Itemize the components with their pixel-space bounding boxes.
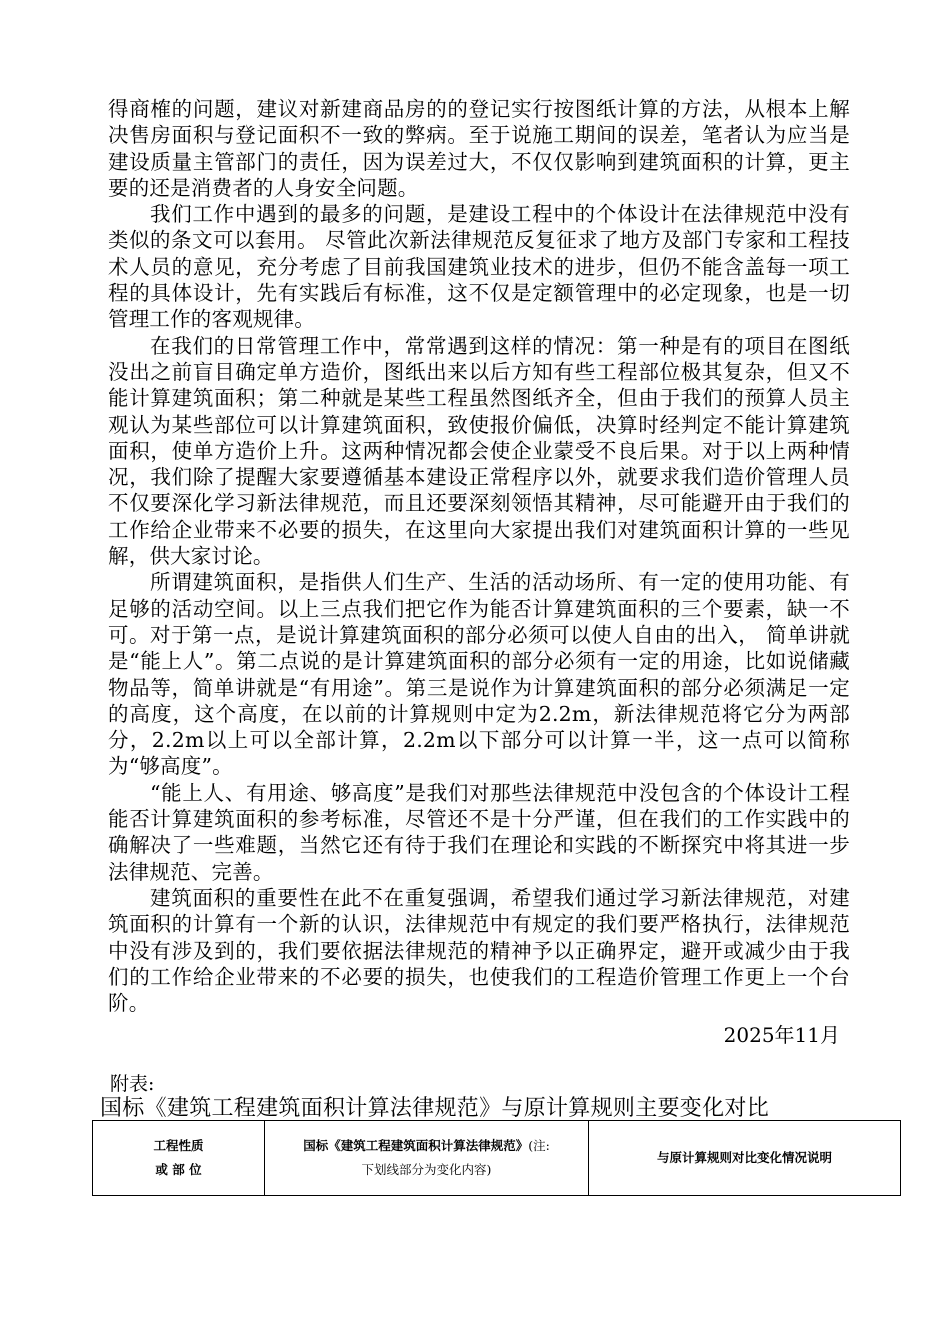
paragraph-1: 得商榷的问题，建议对新建商品房的的登记实行按图纸计算的方法，从根本上解决售房面积与登记面积不一致的弊病。至于说施工期间的误差，笔者认为应当是建设质量主管部门的责任，因为误差过大，不仅仅影响到建筑面积的计算，更主要的还是消费者的人身安全问题。 <box>108 97 850 200</box>
header-cell-comparison <box>589 1121 901 1196</box>
table-header-row <box>93 1121 901 1196</box>
header-cell-standard <box>265 1121 589 1196</box>
header-cell-part <box>93 1121 265 1196</box>
comparison-table <box>92 1120 901 1196</box>
appendix-label: 附表: <box>110 1073 155 1095</box>
paragraph-6: 建筑面积的重要性在此不在重复强调，希望我们通过学习新法律规范，对建筑面积的计算有一个新的认识，法律规范中有规定的我们要严格执行，法律规范中没有涉及到的，我们要依据法律规范的精神予以正确界定，避开或减少由于我们的工作给企业带来的不必要的损失，也使我们的工程造价管理工作更上一个台阶。 <box>108 885 850 1016</box>
paragraph-4: 所谓建筑面积，是指供人们生产、生活的活动场所、有一定的使用功能、有足够的活动空间。以上三点我们把它作为能否计算建筑面积的三个要素，缺一不可。对于第一点，是说计算建筑面积的部分必须可以使人自由的出入， 简单讲就是“能上人”。第二点说的是计算建筑面积的部分必须有一定的用途，比如说储藏物品等，简单讲就是“有用途”。第三是说作为计算建筑面积的部分必须满足一定的高度，这个高度，在以前的计算规则中定为2.2m，新法律规范将它分为两部分，2.2m以上可以全部计算，2.2m以下部分可以计算一半，这一点可以简称为“够高度”。 <box>108 570 850 779</box>
header-comparison-label: 与原计算规则对比变化情况说明 <box>656 1150 832 1165</box>
body-text <box>108 96 850 1016</box>
paragraph-2: 我们工作中遇到的最多的问题，是建设工程中的个体设计在法律规范中没有类似的条文可以套用。 尽管此次新法律规范反复征求了地方及部门专家和工程技术人员的意见，充分考虑了目前我国建筑业技术的进步，但仍不能含盖每一项工程的具体设计，先有实践后有标准，这不仅是定额管理中的必定现象，也是一切管理工作的客观规律。 <box>108 202 850 332</box>
header-standard-title: 国标《建筑工程建筑面积计算法律规范》 <box>303 1138 529 1153</box>
header-standard-note-2: 下划线部分为变化内容) <box>361 1162 492 1177</box>
header-part-line1: 工程性质 <box>153 1138 204 1153</box>
header-part-line2: 或 部 位 <box>155 1162 202 1177</box>
paragraph-5: “能上人、有用途、够高度”是我们对那些法律规范中没包含的个体设计工程能否计算建筑面积的参考标准，尽管还不是十分严谨，但在我们的工作实践中的确解决了一些难题，当然它还有待于我们在理论和实践的不断探究中将其进一步法律规范、完善。 <box>108 780 850 884</box>
document-date: 2025年11月 <box>723 1023 840 1047</box>
paragraph-3: 在我们的日常管理工作中，常常遇到这样的情况：第一种是有的项目在图纸没出之前盲目确定单方造价，图纸出来以后方知有些工程部位极其复杂，但又不能计算建筑面积；第二种就是某些工程虽然图纸齐全，但由于我们的预算人员主观认为某些部位可以计算建筑面积，致使报价偏低，决算时经判定不能计算建筑面积，使单方造价上升。这两种情况都会使企业蒙受不良后果。对于以上两种情况，我们除了提醒大家要遵循基本建设正常程序以外，就要求我们造价管理人员不仅要深化学习新法律规范，而且还要深刻领悟其精神，尽可能避开由于我们的工作给企业带来不必要的损失，在这里向大家提出我们对建筑面积计算的一些见解，供大家讨论。 <box>108 333 850 569</box>
header-standard-note-1: (注: <box>528 1138 550 1153</box>
table-title: 国标《建筑工程建筑面积计算法律规范》与原计算规则主要变化对比 <box>100 1096 770 1121</box>
